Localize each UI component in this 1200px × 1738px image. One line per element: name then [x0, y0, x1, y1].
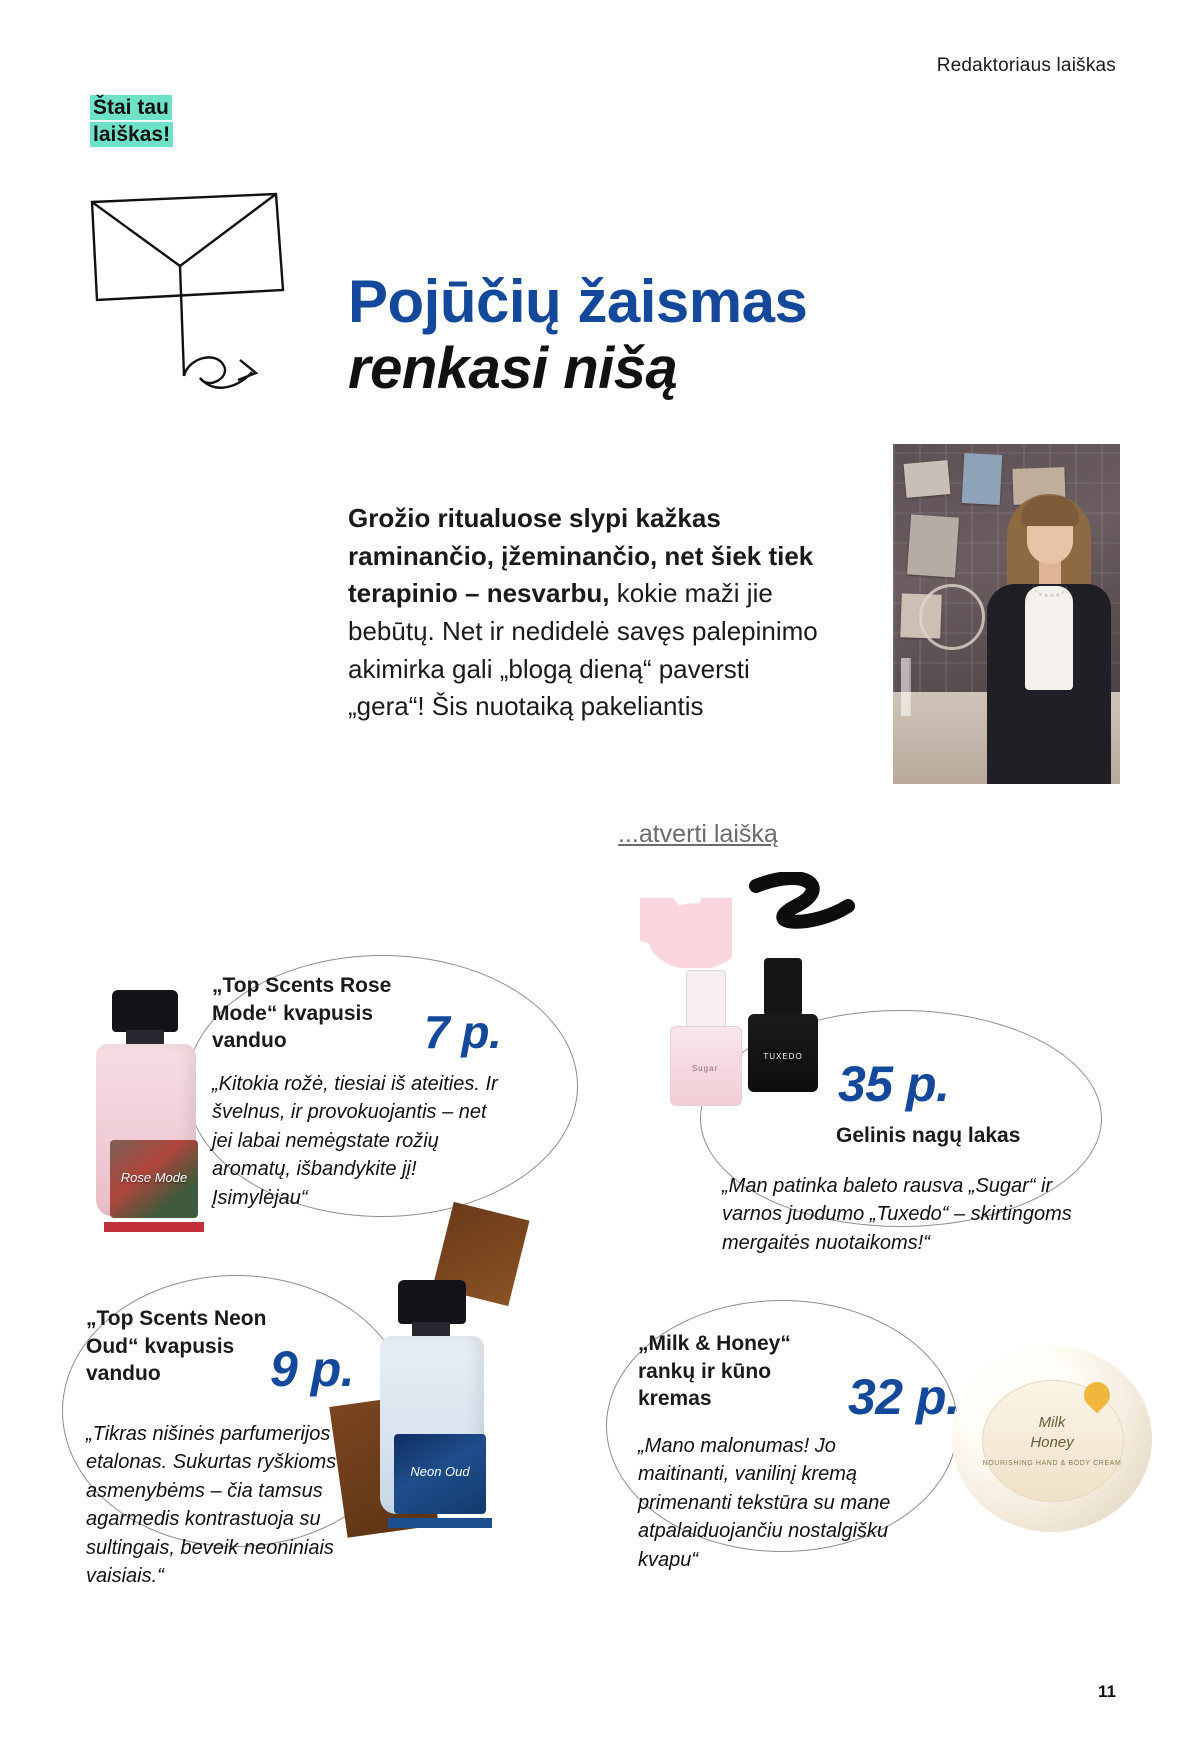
- polish-cap: [686, 970, 726, 1030]
- product-4-title: „Milk & Honey“ rankų ir kūno kremas: [638, 1332, 791, 1411]
- page-number: 11: [1098, 1682, 1116, 1701]
- bottle-label: [110, 1140, 198, 1218]
- product-2-price: 35 p.: [838, 1056, 950, 1112]
- polish-label-pink: Sugar: [691, 1064, 719, 1073]
- kicker-line-2: laiškas!: [90, 122, 173, 147]
- running-head: Redaktoriaus laiškas: [936, 55, 1116, 76]
- pink-splash-decor: [640, 898, 732, 968]
- bottle-glass: [380, 1336, 484, 1514]
- polish-cap: [764, 958, 802, 1016]
- bottle-label-text: Neon Oud: [410, 1464, 470, 1479]
- kicker-line-1: Štai tau: [90, 95, 172, 120]
- bottle-label: [394, 1434, 486, 1514]
- product-1-quote: „Kitokia rožė, tiesiai iš ateities. Ir švelnus, ir provokuojantis – net jei labai nemėgstate rožių aromatų, išbandykite jį! Įsimylėjau“: [212, 1073, 498, 1209]
- product-3-title: „Top Scents Neon Oud“ kvapusis vanduo: [86, 1307, 267, 1386]
- hair-front: [1021, 496, 1079, 526]
- bottle-stripe: [104, 1222, 204, 1232]
- product-1-title: „Top Scents Rose Mode“ kvapusis vanduo: [212, 974, 392, 1053]
- product-2-title: Gelinis nagų lakas: [836, 1124, 1021, 1147]
- product-1-price: 7 p.: [424, 1006, 502, 1058]
- product-3-price: 9 p.: [270, 1341, 355, 1397]
- page-title-line-2: renkasi nišą: [348, 336, 678, 401]
- moodboard-note: [907, 514, 959, 577]
- product-1-bottle: [88, 990, 204, 1220]
- product-4-jar: [952, 1336, 1152, 1532]
- intro-rest-text: kokie maži jie bebūtų. Net ir nedidelė savęs palepinimo akimirka gali „blogą dieną“ paversti „gera“! Šis nuotaiką pakeliantis: [348, 578, 818, 722]
- product-3-bottle: [372, 1280, 494, 1520]
- product-4-price: 32 p.: [848, 1369, 960, 1425]
- polish-bottle-black: [746, 958, 820, 1090]
- envelope-icon: [80, 180, 310, 410]
- shirt: [1025, 586, 1073, 690]
- intro-bold-text: Grožio ritualuose slypi kažkas raminančio, įžeminančio, net šiek tiek terapinio – nesvarbu,: [348, 503, 814, 609]
- moodboard-note: [904, 460, 951, 498]
- polish-label-black: TUXEDO: [763, 1052, 803, 1061]
- product-4-quote: „Mano malonumas! Jo maitinanti, vanilinį kremą primenanti tekstūra su mane atpalaiduojančiu nostalgišku kvapu“: [638, 1435, 891, 1571]
- intro-paragraph: [348, 500, 818, 726]
- jar-label-line-1: Milk: [1038, 1414, 1066, 1431]
- product-2-quote: „Man patinka baleto rausva „Sugar“ ir varnos juodumo „Tuxedo“ – skirtingoms mergaitės nuotaikoms!“: [722, 1175, 1072, 1254]
- product-3-quote: „Tikras nišinės parfumerijos etalonas. Sukurtas ryškioms asmenybėms – čia tamsus agarmedis kontrastuoja su sultingais, beveik neoniniais vaisiais.“: [86, 1423, 337, 1587]
- bottle-glass: [96, 1044, 196, 1216]
- kicker: [90, 94, 210, 149]
- page-title: [348, 270, 908, 401]
- bottle-label-text: Rose Mode: [120, 1170, 188, 1185]
- jar-label-line-2: Honey: [1030, 1434, 1074, 1451]
- open-letter-link[interactable]: ...atverti laišką: [618, 820, 778, 848]
- wall-circle-decor: [919, 584, 985, 650]
- page-title-line-1: Pojūčių žaismas: [348, 268, 808, 335]
- editor-photo: [893, 444, 1120, 784]
- bottle-cap: [112, 990, 178, 1032]
- jar-label-line-3: NOURISHING HAND & BODY CREAM: [982, 1460, 1122, 1467]
- editor-portrait: [981, 488, 1117, 784]
- black-swirl-decor: [736, 872, 866, 968]
- polish-bottle-pink: [668, 970, 742, 1102]
- bottle-cap: [398, 1280, 466, 1324]
- bottle-stripe: [388, 1518, 492, 1528]
